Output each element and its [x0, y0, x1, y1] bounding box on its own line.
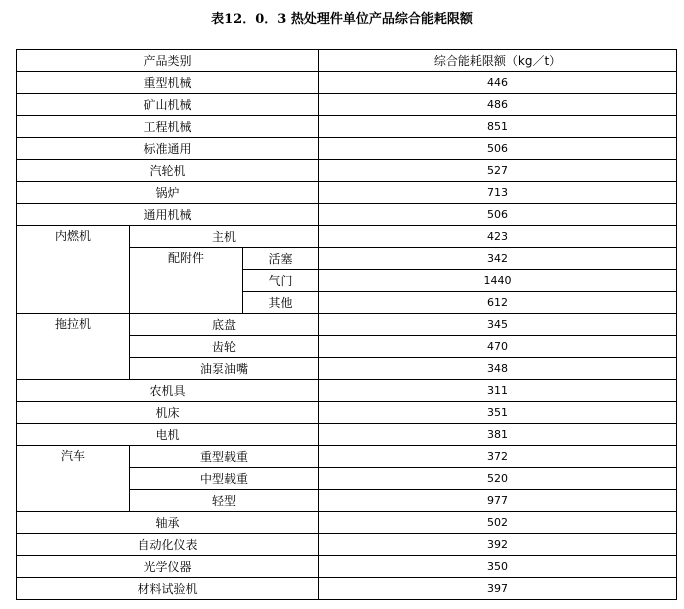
table-row	[17, 204, 677, 226]
value-cell: 372	[319, 446, 677, 468]
table-row	[17, 94, 677, 116]
table-row	[17, 182, 677, 204]
table-row	[17, 160, 677, 182]
category-cell: 锅炉	[17, 182, 319, 204]
category-cell: 气门	[243, 270, 319, 292]
category-cell: 机床	[17, 402, 319, 424]
category-cell: 光学仪器	[17, 556, 319, 578]
table-row	[17, 402, 677, 424]
value-cell: 506	[319, 204, 677, 226]
value-cell: 392	[319, 534, 677, 556]
category-cell: 自动化仪表	[17, 534, 319, 556]
category-cell: 标准通用	[17, 138, 319, 160]
group-label-engine: 内燃机	[17, 226, 130, 314]
value-cell: 342	[319, 248, 677, 270]
category-cell: 电机	[17, 424, 319, 446]
value-cell: 350	[319, 556, 677, 578]
table-row	[17, 512, 677, 534]
category-cell: 矿山机械	[17, 94, 319, 116]
value-cell: 977	[319, 490, 677, 512]
category-cell: 农机具	[17, 380, 319, 402]
value-cell: 527	[319, 160, 677, 182]
table-row	[17, 226, 677, 248]
value-cell: 713	[319, 182, 677, 204]
category-cell: 底盘	[130, 314, 319, 336]
category-cell: 轴承	[17, 512, 319, 534]
value-cell: 486	[319, 94, 677, 116]
value-cell: 470	[319, 336, 677, 358]
table-row	[17, 534, 677, 556]
value-cell: 520	[319, 468, 677, 490]
value-cell: 348	[319, 358, 677, 380]
table-row	[17, 578, 677, 600]
header-row	[17, 50, 677, 72]
table-row	[17, 138, 677, 160]
group-label-car: 汽车	[17, 446, 130, 512]
category-cell: 齿轮	[130, 336, 319, 358]
category-cell: 中型载重	[130, 468, 319, 490]
category-cell: 通用机械	[17, 204, 319, 226]
category-cell: 油泵油嘴	[130, 358, 319, 380]
table-row	[17, 72, 677, 94]
category-cell: 重型载重	[130, 446, 319, 468]
table-title: 表12．0．3 热处理件单位产品综合能耗限额	[211, 12, 473, 27]
header-category: 产品类别	[17, 50, 319, 72]
category-cell: 材料试验机	[17, 578, 319, 600]
category-cell: 重型机械	[17, 72, 319, 94]
value-cell: 381	[319, 424, 677, 446]
value-cell: 345	[319, 314, 677, 336]
category-cell: 轻型	[130, 490, 319, 512]
value-cell: 311	[319, 380, 677, 402]
value-cell: 502	[319, 512, 677, 534]
table-row	[17, 446, 677, 468]
table-row	[17, 556, 677, 578]
value-cell: 612	[319, 292, 677, 314]
value-cell: 397	[319, 578, 677, 600]
category-cell: 活塞	[243, 248, 319, 270]
group-label-tractor: 拖拉机	[17, 314, 130, 380]
category-cell: 工程机械	[17, 116, 319, 138]
value-cell: 351	[319, 402, 677, 424]
category-cell: 汽轮机	[17, 160, 319, 182]
table-row	[17, 116, 677, 138]
header-limit: 综合能耗限额（kg／t）	[319, 50, 677, 72]
table-row	[17, 314, 677, 336]
value-cell: 1440	[319, 270, 677, 292]
table-row	[17, 380, 677, 402]
value-cell: 851	[319, 116, 677, 138]
value-cell: 446	[319, 72, 677, 94]
subgroup-label-accessories: 配附件	[130, 248, 243, 314]
table-row	[17, 424, 677, 446]
energy-limit-table	[16, 49, 677, 600]
category-cell: 其他	[243, 292, 319, 314]
value-cell: 423	[319, 226, 677, 248]
value-cell: 506	[319, 138, 677, 160]
category-cell: 主机	[130, 226, 319, 248]
